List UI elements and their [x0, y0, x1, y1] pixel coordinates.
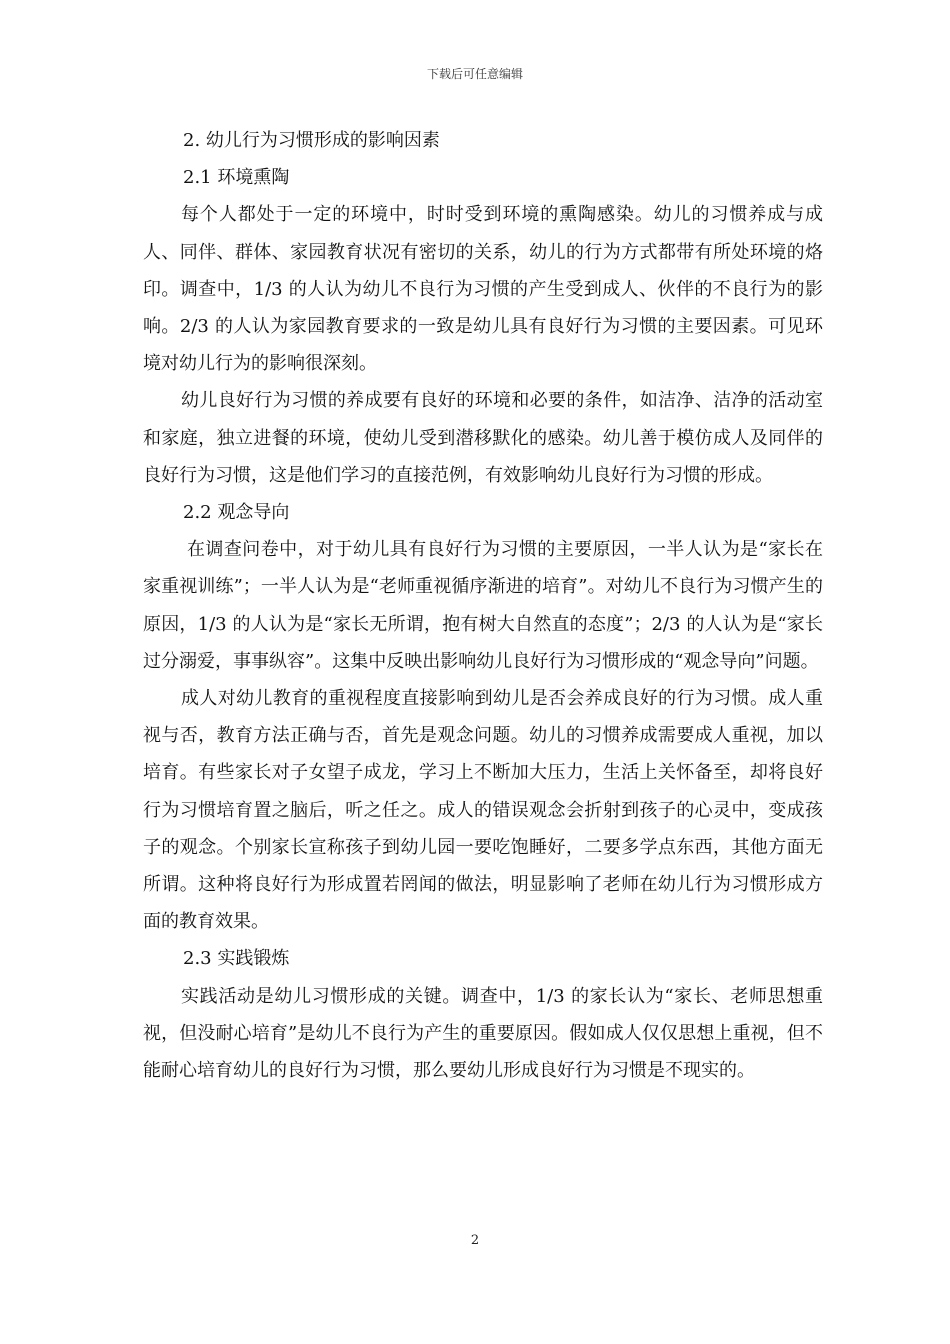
- page-number: 2: [470, 1233, 480, 1248]
- subsection-heading: 2.3 实践锻炼: [183, 948, 290, 970]
- section-heading: 2. 幼儿行为习惯形成的影响因素: [183, 130, 440, 151]
- subsection-heading: 2.2 观念导向: [183, 502, 290, 524]
- subsection-heading: 2.1 环境熏陶: [183, 167, 290, 189]
- body-paragraph: 成人对幼儿教育的重视程度直接影响到幼儿是否会养成良好的行为习惯。成人重视与否，教育方法正确与否，首先是观念问题。幼儿的习惯养成需要成人重视，加以培育。有些家长对子女望子成龙，学习上不断加大压力，生活上关怀备至，却将良好行为习惯培育置之脑后，听之任之。成人的错误观念会折射到孩子的心灵中，变成孩子的观念。个别家长宣称孩子到幼儿园一要吃饱睡好，二要多学点东西，其他方面无所谓。这种将良好行为形成置若罔闻的做法，明显影响了老师在幼儿行为习惯形成方面的教育效果。: [143, 688, 823, 933]
- body-paragraph: 幼儿良好行为习惯的养成要有良好的环境和必要的条件，如洁净、洁净的活动室和家庭，独立进餐的环境，使幼儿受到潜移默化的感染。幼儿善于模仿成人及同伴的良好行为习惯，这是他们学习的直接范例，有效影响幼儿良好行为习惯的形成。: [143, 390, 823, 486]
- body-paragraph: 在调查问卷中，对于幼儿具有良好行为习惯的主要原因，一半人认为是“家长在家重视训练”；一半人认为是“老师重视循序渐进的培育”。对幼儿不良行为习惯产生的原因，1/3 的人认为是“家长无所谓，抱有树大自然直的态度”；2/3 的人认为是“家长过分溺爱，事事纵容”。这集中反映出影响幼儿良好行为习惯形成的“观念导向”问题。: [143, 539, 823, 672]
- body-paragraph: 实践活动是幼儿习惯形成的关键。调查中，1/3 的家长认为“家长、老师思想重视，但没耐心培育”是幼儿不良行为产生的重要原因。假如成人仅仅思想上重视，但不能耐心培育幼儿的良好行为习惯，那么要幼儿形成良好行为习惯是不现实的。: [143, 985, 823, 1082]
- document-body: [143, 122, 823, 1089]
- page-header: 下载后可任意编辑: [426, 67, 523, 81]
- body-paragraph: 每个人都处于一定的环境中，时时受到环境的熏陶感染。幼儿的习惯养成与成人、同伴、群体、家园教育状况有密切的关系，幼儿的行为方式都带有所处环境的烙印。调查中，1/3 的人认为幼儿不良行为习惯的产生受到成人、伙伴的不良行为的影响。2/3 的人认为家园教育要求的一致是幼儿具有良好行为习惯的主要因素。可见环境对幼儿行为的影响很深刻。: [143, 204, 823, 375]
